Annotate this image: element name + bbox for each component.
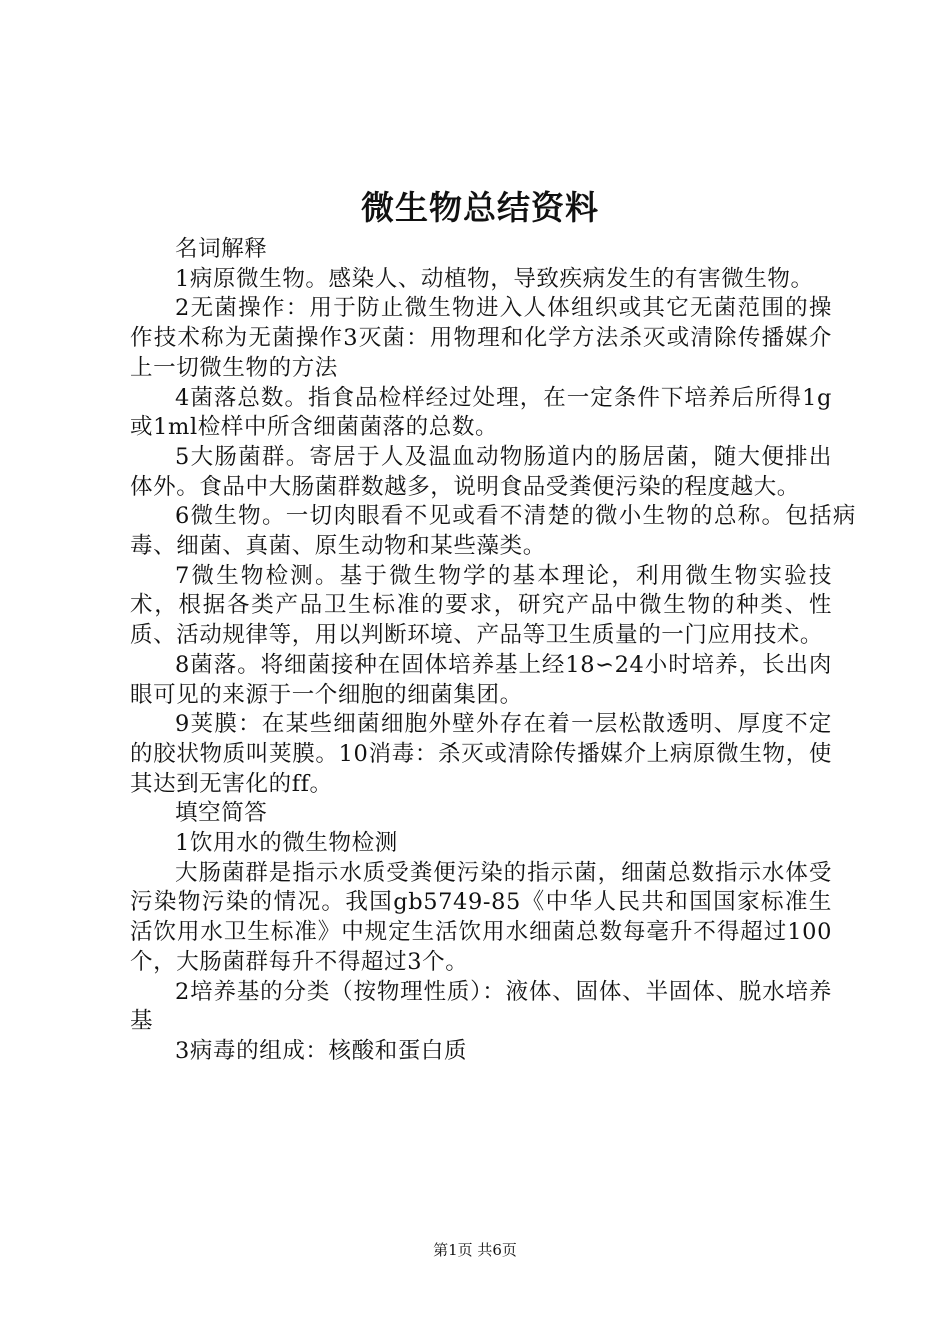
term-paragraph-1: 1病原微生物。感染人、动植物，导致疾病发生的有害微生物。 xyxy=(175,265,814,292)
section-heading-fill-blank: 填空简答 xyxy=(175,800,268,827)
term-paragraph-7: 7微生物检测。基于微生物学的基本理论，利用微生物实验技术，根据各类产品卫生标准的要求，研究产品中微生物的种类、性质、活动规律等，用以判断环境、产品等卫生质量的一门应用技术。 xyxy=(130,562,832,649)
answer-paragraph-2: 2培养基的分类（按物理性质）：液体、固体、半固体、脱水培养基 xyxy=(130,978,832,1035)
page-footer: 第1页 共6页 xyxy=(433,1241,517,1259)
term-paragraph-2: 2无菌操作：用于防止微生物进入人体组织或其它无菌范围的操作技术称为无菌操作3灭菌：用物理和化学方法杀灭或清除传播媒介上一切微生物的方法 xyxy=(130,295,832,381)
term-paragraph-8: 8菌落。将细菌接种在固体培养基上经18∽24小时培养，长出肉眼可见的来源于一个细胞的细菌集团。 xyxy=(130,651,832,708)
answer-heading-1: 1饮用水的微生物检测 xyxy=(175,830,398,857)
term-paragraph-5: 5大肠菌群。寄居于人及温血动物肠道内的肠居菌，随大便排出体外。食品中大肠菌群数越多，说明食品受粪便污染的程度越大。 xyxy=(130,443,832,500)
answer-paragraph-3: 3病毒的组成：核酸和蛋白质 xyxy=(175,1037,468,1064)
term-paragraph-6: 6微生物。一切肉眼看不见或看不清楚的微小生物的总称。包括病毒、细菌、真菌、原生动物和某些藻类。 xyxy=(130,503,856,560)
answer-paragraph-1: 大肠菌群是指示水质受粪便污染的指示菌，细菌总数指示水体受污染物污染的情况。我国gb5749-85《中华人民共和国国家标准生活饮用水卫生标准》中规定生活饮用水细菌总数每毫升不得超过100个，大肠菌群每升不得超过3个。 xyxy=(130,859,832,975)
document-title: 微生物总结资料 xyxy=(361,188,599,227)
term-paragraph-9: 9荚膜：在某些细菌细胞外壁外存在着一层松散透明、厚度不定的胶状物质叫荚膜。10消毒：杀灭或清除传播媒介上病原微生物，使其达到无害化的ff。 xyxy=(130,711,832,797)
term-paragraph-4: 4菌落总数。指食品检样经过处理，在一定条件下培养后所得1g或1ml检样中所含细菌菌落的总数。 xyxy=(130,384,832,441)
section-heading-terms: 名词解释 xyxy=(175,236,268,262)
document-body xyxy=(130,235,856,1067)
